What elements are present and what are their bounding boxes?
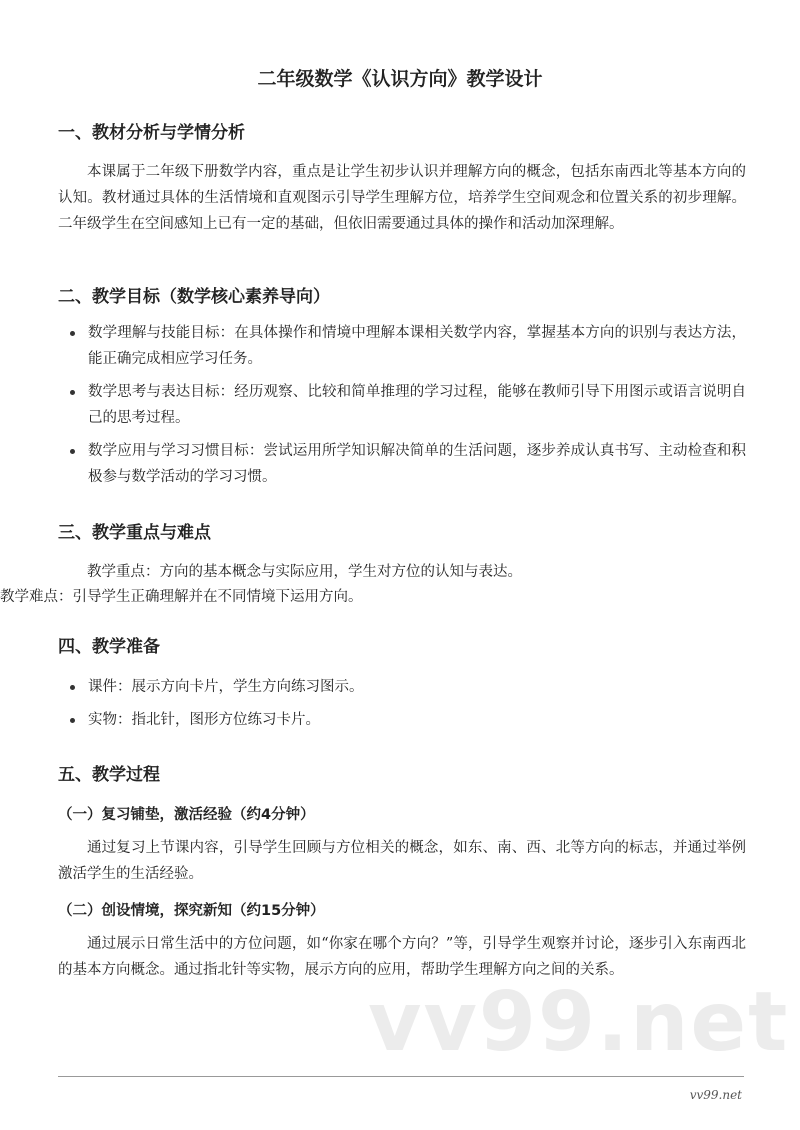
preparation-list	[58, 674, 746, 733]
list-item: 实物：指北针，图形方位练习卡片。	[88, 707, 746, 733]
list-item: 课件：展示方向卡片，学生方向练习图示。	[88, 674, 746, 700]
section-2	[58, 284, 746, 497]
section-1	[58, 120, 746, 237]
step-heading: （一）复习铺垫，激活经验（约4分钟）	[58, 807, 315, 823]
section-heading: 二、教学目标（数学核心素养导向）	[58, 287, 330, 307]
section-heading: 五、教学过程	[58, 765, 160, 785]
list-item: 数学思考与表达目标：经历观察、比较和简单推理的学习过程，能够在教师引导下用图示或语言说明自己的思考过程。	[88, 379, 746, 431]
list-item: 数学理解与技能目标：在具体操作和情境中理解本课相关数学内容，掌握基本方向的识别与表达方法，能正确完成相应学习任务。	[88, 320, 746, 372]
difficulty-text: 教学难点：引导学生正确理解并在不同情境下运用方向。	[0, 589, 363, 605]
step-paragraph: 通过复习上节课内容，引导学生回顾与方位相关的概念，如东、南、西、北等方向的标志，并通过举例激活学生的生活经验。	[58, 840, 746, 882]
document-title: 二年级数学《认识方向》教学设计	[257, 68, 543, 90]
footer-divider	[58, 1076, 744, 1077]
section-heading: 三、教学重点与难点	[58, 523, 211, 543]
focus-text: 教学重点：方向的基本概念与实际应用，学生对方位的认知与表达。	[87, 564, 522, 580]
section-3	[0, 520, 746, 610]
list-item: 数学应用与学习习惯目标：尝试运用所学知识解决简单的生活问题，逐步养成认真书写、主动检查和积极参与数学活动的学习习惯。	[88, 438, 746, 490]
goal-list	[58, 320, 746, 490]
section-heading: 一、教材分析与学情分析	[58, 123, 245, 143]
section-paragraph: 本课属于二年级下册数学内容，重点是让学生初步认识并理解方向的概念，包括东南西北等基本方向的认知。教材通过具体的生活情境和直观图示引导学生理解方位，培养学生空间观念和位置关系的初步理解。二年级学生在空间感知上已有一定的基础，但依旧需要通过具体的操作和活动加深理解。	[58, 164, 746, 232]
step-heading: （二）创设情境，探究新知（约15分钟）	[58, 903, 325, 919]
section-5	[58, 762, 746, 983]
footer-site: vv99.net	[689, 1088, 742, 1102]
step-paragraph: 通过展示日常生活中的方位问题，如“你家在哪个方向？”等，引导学生观察并讨论，逐步引入东南西北的基本方向概念。通过指北针等实物，展示方向的应用，帮助学生理解方向之间的关系。	[58, 936, 746, 978]
watermark: vv99.net	[368, 975, 790, 1070]
section-heading: 四、教学准备	[58, 637, 160, 657]
section-4	[58, 634, 746, 740]
